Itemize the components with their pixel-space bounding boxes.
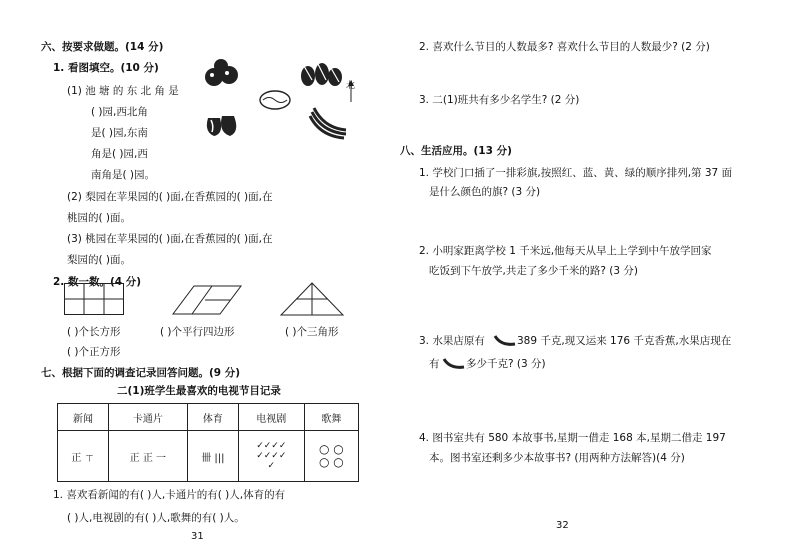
header-cartoon: 卡通片 [108, 404, 187, 431]
q1-p3-line2: 梨园的( )面。 [67, 254, 132, 266]
s8-q3-line1a: 3. 水果店原有 [419, 335, 485, 347]
s8-q1-line1: 1. 学校门口插了一排彩旗,按照红、蓝、黄、绿的顺序排列,第 37 面 [419, 167, 733, 179]
triangle-figure [280, 282, 344, 316]
s8-q2-line2: 吃饭到下午放学,共走了多少千米的路? (3 分) [429, 265, 638, 277]
q1-p1-line3: 是( )园,东南 [91, 127, 148, 139]
header-drama: 电视剧 [238, 404, 304, 431]
banana-icon [443, 356, 465, 370]
tally-sports: 卌 ||| [187, 431, 238, 482]
q1-p1-line1: (1) 池 塘 的 东 北 角 是 [67, 85, 179, 97]
section6-title: 六、按要求做题。(14 分) [41, 41, 164, 53]
q2-title: 2. 数一数。(4 分) [53, 276, 142, 288]
banana-icon [494, 333, 516, 347]
tally-cartoon: 正 正 ⼀ [108, 431, 187, 482]
q1-p1-line4: 角是( )园,西 [91, 148, 148, 160]
q1-p2-line1: (2) 梨园在苹果园的( )面,在香蕉园的( )面,在 [67, 191, 273, 203]
s8-q3-line2b: 多少千克? (3 分) [466, 358, 546, 370]
section8-title: 八、生活应用。(13 分) [400, 145, 512, 157]
q1-p1-line5: 南角是( )园。 [91, 169, 156, 181]
rectangle-grid-figure [64, 283, 124, 315]
table-header-row [58, 404, 359, 431]
s8-q2-line1: 2. 小明家距离学校 1 千米远,他每天从早上上学到中午放学回家 [419, 245, 712, 257]
tv-survey-table [57, 403, 359, 482]
q1-p2-line2: 桃园的( )面。 [67, 212, 132, 224]
tally-news: 正 ㄒ [58, 431, 109, 482]
tally-drama: ✓✓✓✓ ✓✓✓✓ ✓ [238, 431, 304, 482]
q2-answer-parallelogram: ( )个平行四边形 [160, 326, 235, 338]
peach-cluster-icon [207, 116, 236, 136]
section7-q1-line1: 1. 喜欢看新闻的有( )人,卡通片的有( )人,体育的有 [53, 489, 286, 501]
header-news: 新闻 [58, 404, 109, 431]
apple-cluster-icon [205, 59, 238, 86]
q2-answer-square: ( )个正方形 [67, 346, 121, 358]
banana-bunch-icon [310, 108, 346, 138]
q1-title: 1. 看图填空。(10 分) [53, 62, 159, 74]
table-title: 二(1)班学生最喜欢的电视节目记录 [117, 385, 281, 397]
page-number-31: 31 [191, 531, 204, 542]
table-tally-row [58, 431, 359, 482]
q1-p1-line2: ( )园,西北角 [91, 106, 148, 118]
section7-q2: 2. 喜欢什么节目的人数最多? 喜欢什么节目的人数最少? (2 分) [419, 41, 710, 53]
q1-p3-line1: (3) 桃园在苹果园的( )面,在香蕉园的( )面,在 [67, 233, 273, 245]
pond-icon [260, 91, 290, 109]
section7-title: 七、根据下面的调查记录回答问题。(9 分) [41, 367, 241, 379]
header-song-dance: 歌舞 [304, 404, 358, 431]
orchard-map-illustration [200, 58, 360, 143]
s8-q1-line2: 是什么颜色的旗? (3 分) [429, 186, 541, 198]
page-32 [400, 0, 800, 551]
section7-q3: 3. 二(1)班共有多少名学生? (2 分) [419, 94, 580, 106]
s8-q4-line1: 4. 图书室共有 580 本故事书,星期一借走 168 本,星期二借走 197 [419, 432, 726, 444]
s8-q3-line2a: 有 [429, 358, 440, 370]
pear-cluster-icon [301, 63, 342, 86]
section7-q1-line2: ( )人,电视剧的有( )人,歌舞的有( )人。 [67, 512, 245, 524]
s8-q4-line2: 本。图书室还剩多少本故事书? (用两种方法解答)(4 分) [429, 452, 685, 464]
tally-song-dance: ○ ○ ○ ○ [304, 431, 358, 482]
header-sports: 体育 [187, 404, 238, 431]
s8-q3-line1b: 389 千克,现又运来 176 千克香蕉,水果店现在 [517, 335, 732, 347]
page-number-32: 32 [556, 520, 569, 531]
parallelogram-figure [172, 285, 242, 315]
north-label: 北 [346, 81, 356, 91]
q2-answer-triangle: ( )个三角形 [285, 326, 339, 338]
q2-answer-rectangle: ( )个长方形 [67, 326, 121, 338]
